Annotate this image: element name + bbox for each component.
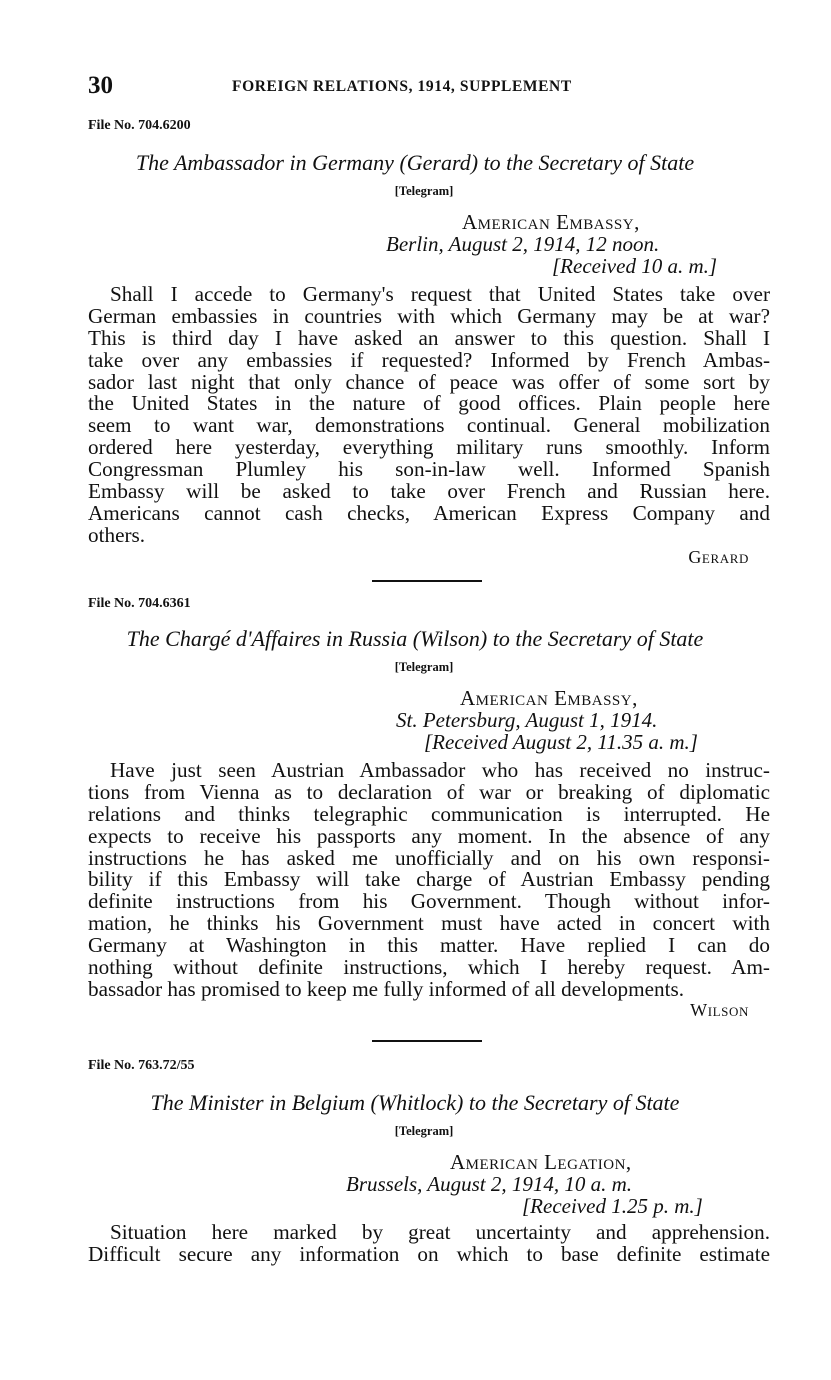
body-line: sador last night that only chance of peace was offer of some sort by bbox=[88, 369, 770, 394]
place-date-line: Berlin, August 2, 1914, 12 noon. bbox=[386, 232, 660, 256]
body-line: bility if this Embassy will take charge of Austrian Embassy pending bbox=[88, 867, 770, 892]
body-line: seem to want war, demonstrations continual. General mobilization bbox=[88, 413, 770, 438]
running-header bbox=[88, 72, 648, 102]
place-date-line: St. Petersburg, August 1, 1914. bbox=[396, 708, 658, 732]
body-line: tions from Vienna as to declaration of war or breaking of diplomatic bbox=[88, 779, 770, 804]
telegram-body bbox=[88, 1222, 770, 1266]
file-number: File No. 704.6361 bbox=[88, 596, 191, 611]
body-line: Shall I accede to Germany's request that United States take over bbox=[110, 282, 770, 306]
signature: Gerard bbox=[688, 547, 749, 567]
document-heading: The Minister in Belgium (Whitlock) to the Secretary of State bbox=[150, 1090, 680, 1115]
body-line: nothing without definite instructions, which I hereby request. Am- bbox=[88, 955, 770, 980]
body-line: Germany at Washington in this matter. Have replied I can do bbox=[88, 933, 770, 958]
telegram-label: [Telegram] bbox=[394, 660, 454, 674]
body-line: ordered here yesterday, everything military runs smoothly. Inform bbox=[88, 435, 770, 460]
body-line: bassador has promised to keep me fully informed of all developments. bbox=[88, 976, 685, 1001]
body-line: German embassies in countries with which Germany may be at war? bbox=[88, 303, 770, 328]
document-heading: The Ambassador in Germany (Gerard) to the Secretary of State bbox=[135, 150, 695, 175]
body-line: Situation here marked by great uncertainty and apprehension. bbox=[110, 1220, 770, 1244]
body-line: Congressman Plumley his son-in-law well. Informed Spanish bbox=[88, 457, 770, 482]
body-line: Have just seen Austrian Ambassador who has received no instruc- bbox=[110, 758, 770, 782]
telegram-body bbox=[88, 284, 770, 547]
place-date-line: Brussels, August 2, 1914, 10 a. m. bbox=[346, 1172, 633, 1196]
document-heading: The Chargé d'Affaires in Russia (Wilson) to the Secretary of State bbox=[126, 626, 704, 651]
running-title: FOREIGN RELATIONS, 1914, SUPPLEMENT bbox=[232, 78, 572, 95]
body-line: take over any embassies if requested? Informed by French Ambas- bbox=[88, 347, 770, 372]
received-line: [Received August 2, 11.35 a. m.] bbox=[424, 730, 698, 754]
signature: Wilson bbox=[690, 1000, 749, 1020]
sender-line: American Embassy, bbox=[460, 686, 638, 710]
body-line: Difficult secure any information on which to base definite estimate bbox=[88, 1241, 770, 1266]
body-line: definite instructions from his Government. Though without infor- bbox=[88, 889, 770, 914]
received-line: [Received 10 a. m.] bbox=[552, 254, 718, 278]
body-line: This is third day I have asked an answer to this question. Shall I bbox=[88, 325, 770, 350]
file-number: File No. 704.6200 bbox=[88, 118, 191, 133]
telegram-label: [Telegram] bbox=[394, 1124, 454, 1138]
page-number: 30 bbox=[88, 72, 113, 99]
body-line: the United States in the nature of good offices. Plain people here bbox=[88, 391, 770, 416]
body-line: instructions he has asked me unofficially and on his own responsi- bbox=[88, 845, 770, 870]
body-line: mation, he thinks his Government must have acted in concert with bbox=[88, 911, 770, 936]
telegram-body bbox=[88, 760, 770, 1001]
file-number: File No. 763.72/55 bbox=[88, 1058, 195, 1073]
section-divider bbox=[372, 580, 482, 582]
section-divider bbox=[372, 1040, 482, 1042]
body-line: relations and thinks telegraphic communication is interrupted. He bbox=[88, 801, 770, 826]
body-line: Embassy will be asked to take over French and Russian here. bbox=[88, 479, 770, 504]
body-line: others. bbox=[88, 522, 146, 547]
telegram-label: [Telegram] bbox=[394, 184, 454, 198]
received-line: [Received 1.25 p. m.] bbox=[522, 1194, 703, 1218]
body-line: Americans cannot cash checks, American Express Company and bbox=[88, 500, 770, 525]
sender-line: American Embassy, bbox=[462, 210, 640, 234]
body-line: expects to receive his passports any moment. In the absence of any bbox=[88, 823, 770, 848]
sender-line: American Legation, bbox=[450, 1150, 632, 1174]
